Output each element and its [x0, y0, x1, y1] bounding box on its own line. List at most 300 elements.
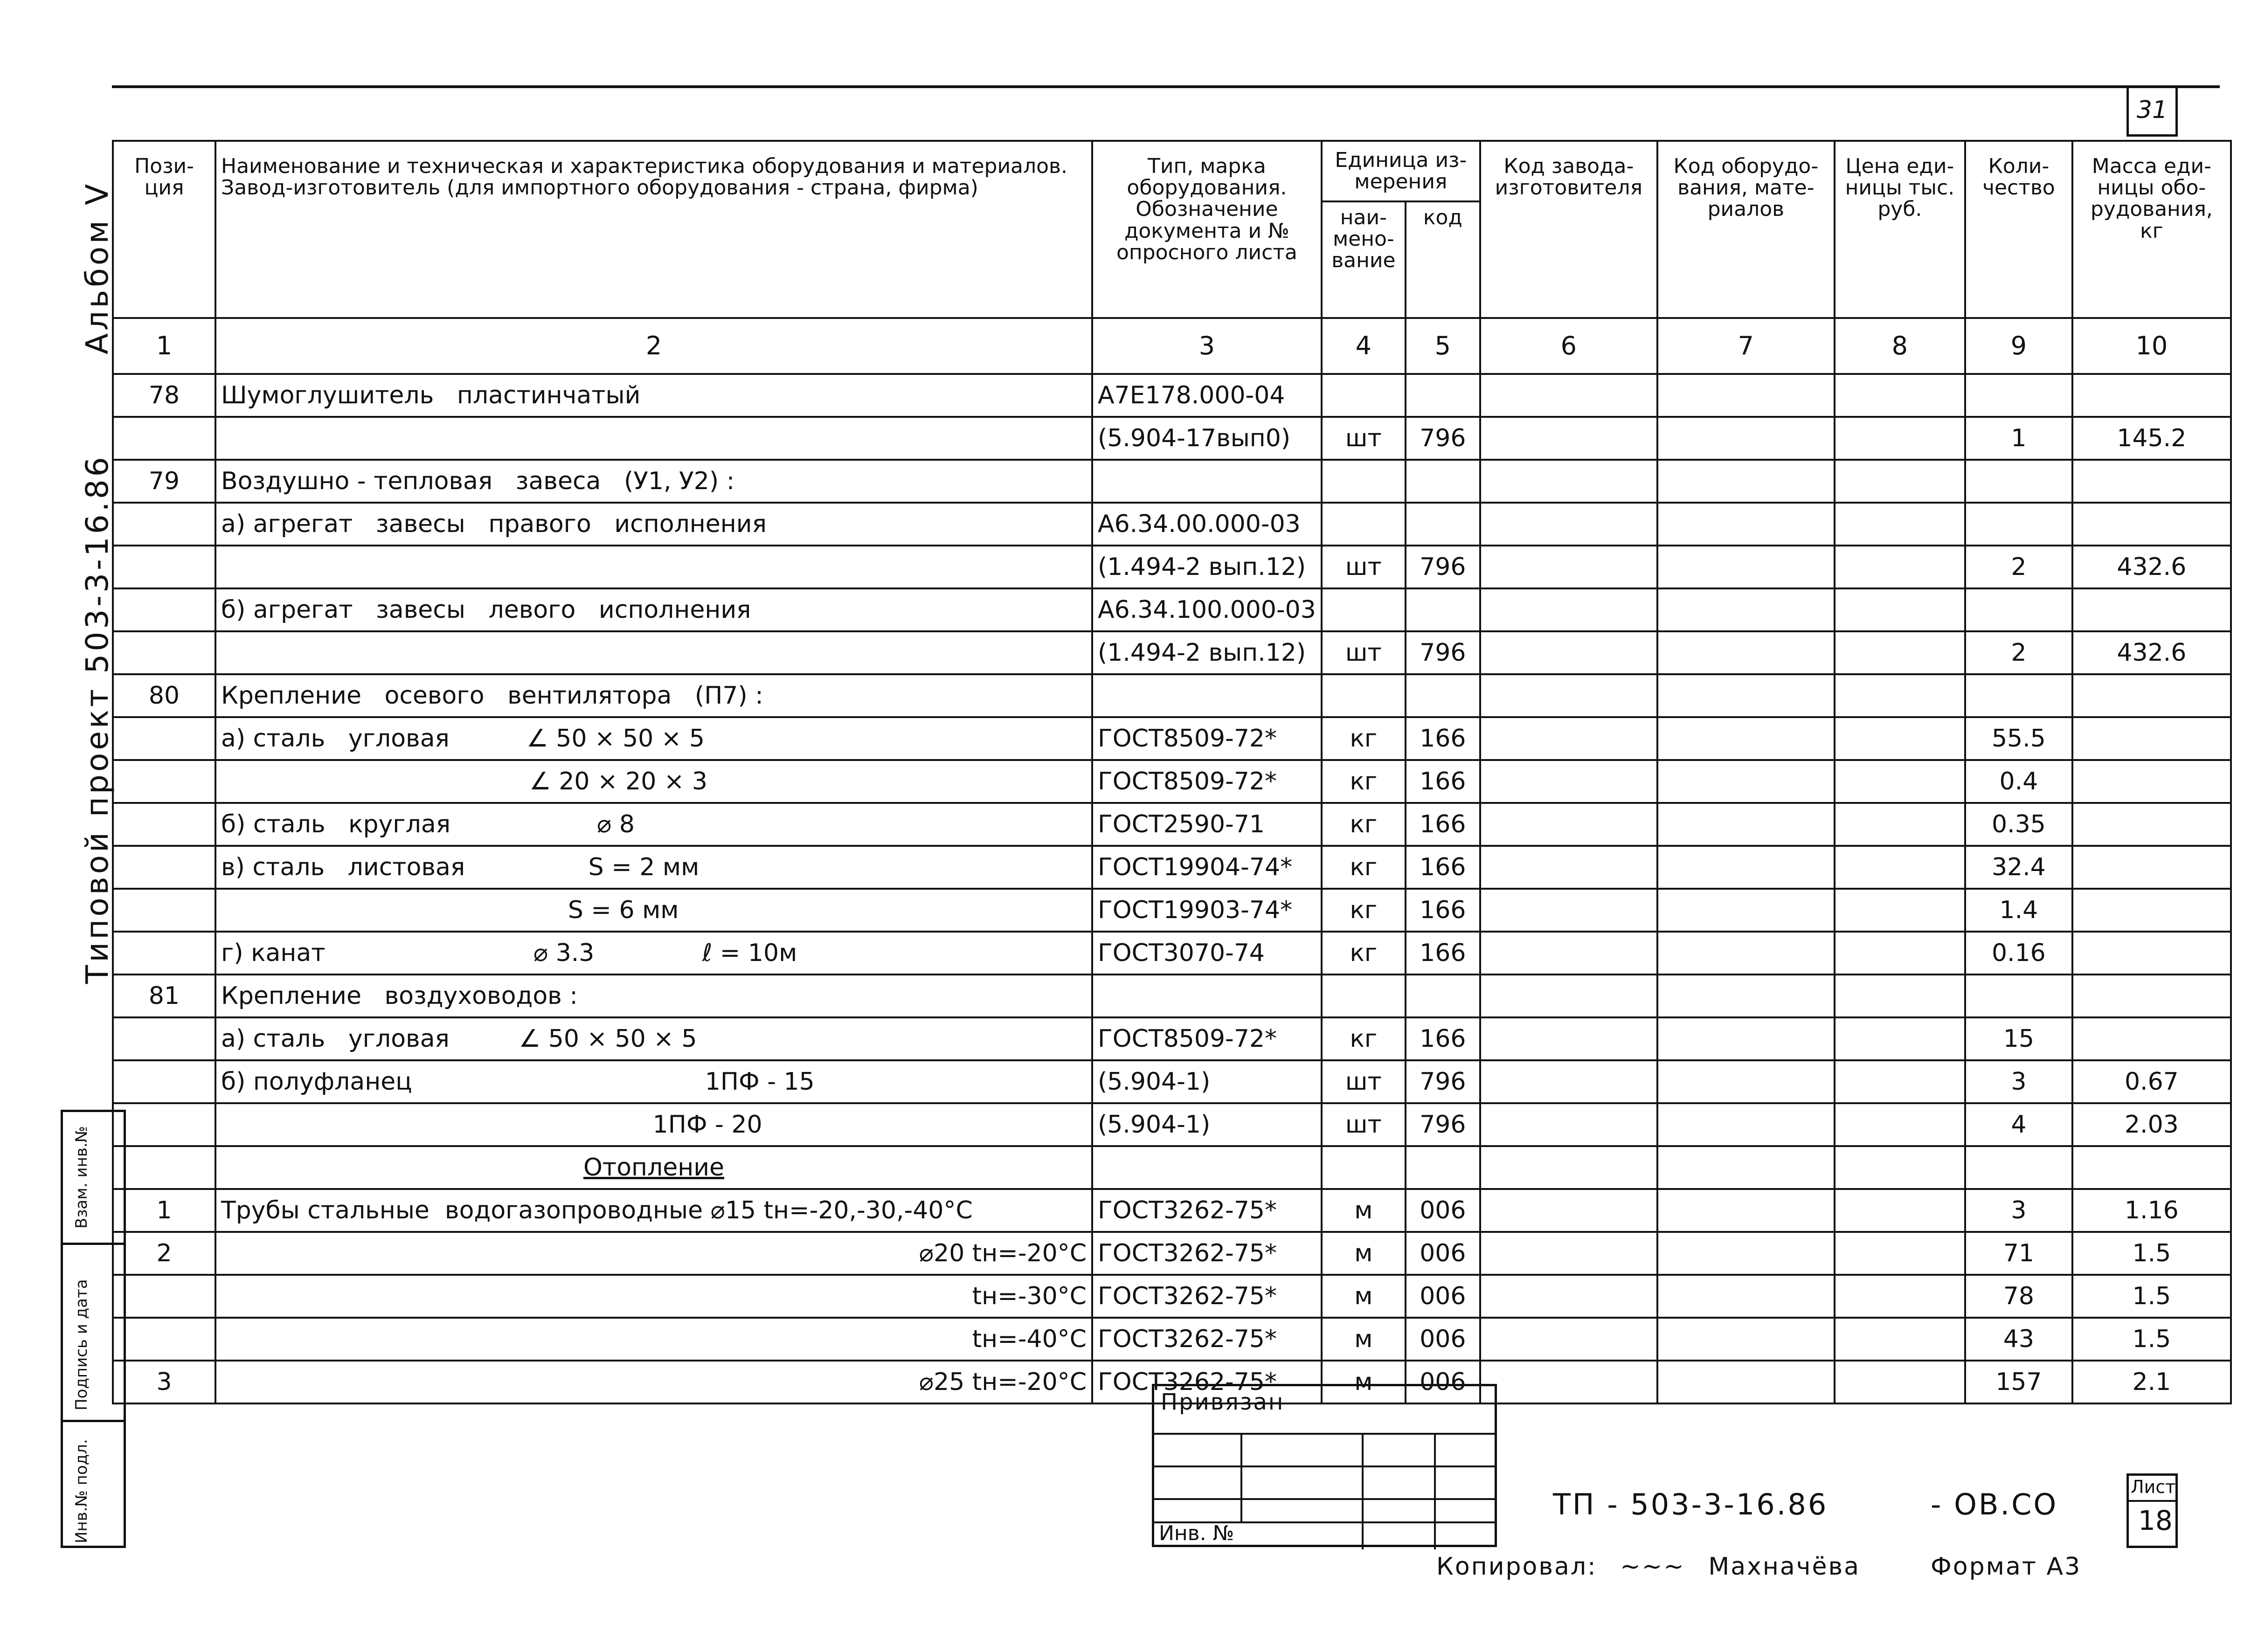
- header-plant-code: Код завода-изготовителя: [1480, 141, 1657, 318]
- row-plant-code: [1480, 1189, 1657, 1232]
- row-type: (5.904-1): [1092, 1103, 1322, 1146]
- row-unit: [1322, 975, 1406, 1017]
- header-name: Наименование и техническая и характеристика оборудования и материалов. Завод-изготовитель (для импортного оборудования - страна, фирма): [215, 141, 1092, 318]
- column-number: 6: [1480, 318, 1657, 374]
- table-row: [113, 588, 2231, 631]
- row-name: S = 6 мм: [215, 889, 1092, 932]
- row-unit: м: [1322, 1275, 1406, 1318]
- row-equip-code: [1657, 1232, 1835, 1275]
- row-quantity: 0.4: [1965, 760, 2072, 803]
- sheet-number: 18: [2138, 1505, 2173, 1536]
- row-type: (5.904-17вып0): [1092, 417, 1322, 460]
- row-equip-code: [1657, 803, 1835, 846]
- row-unit: кг: [1322, 932, 1406, 975]
- row-position: [113, 932, 215, 975]
- row-position: [113, 1060, 215, 1103]
- row-equip-code: [1657, 760, 1835, 803]
- row-mass: [2072, 846, 2231, 889]
- row-type: ГОСТ3262-75*: [1092, 1361, 1322, 1403]
- row-unit-code: [1406, 460, 1480, 503]
- row-unit-code: 796: [1406, 1103, 1480, 1146]
- row-name: tн=-40°С: [215, 1318, 1092, 1361]
- row-unit: [1322, 588, 1406, 631]
- row-quantity: 55.5: [1965, 717, 2072, 760]
- row-plant-code: [1480, 417, 1657, 460]
- row-equip-code: [1657, 503, 1835, 546]
- row-unit-code: 006: [1406, 1189, 1480, 1232]
- column-number: 4: [1322, 318, 1406, 374]
- row-position: [113, 1275, 215, 1318]
- row-plant-code: [1480, 374, 1657, 417]
- row-quantity: 71: [1965, 1232, 2072, 1275]
- row-mass: [2072, 975, 2231, 1017]
- row-unit-code: 006: [1406, 1361, 1480, 1403]
- row-quantity: [1965, 588, 2072, 631]
- row-unit: кг: [1322, 717, 1406, 760]
- row-price: [1835, 846, 1965, 889]
- row-mass: 1.5: [2072, 1232, 2231, 1275]
- row-mass: 1.5: [2072, 1318, 2231, 1361]
- row-unit-code: 166: [1406, 803, 1480, 846]
- row-equip-code: [1657, 717, 1835, 760]
- row-name: б) полуфланец 1ПФ - 15: [215, 1060, 1092, 1103]
- row-unit-code: 166: [1406, 889, 1480, 932]
- row-quantity: 43: [1965, 1318, 2072, 1361]
- header-unit-name: наи-мено-вание: [1322, 201, 1406, 318]
- stamp-replacement-inv: Взам. инв.№: [72, 1126, 91, 1229]
- row-price: [1835, 1146, 1965, 1189]
- row-unit: м: [1322, 1361, 1406, 1403]
- row-equip-code: [1657, 417, 1835, 460]
- table-row: [113, 631, 2231, 674]
- row-unit: шт: [1322, 631, 1406, 674]
- bound-label: Привязан: [1161, 1389, 1285, 1415]
- row-unit-code: 166: [1406, 1017, 1480, 1060]
- row-type: (1.494-2 вып.12): [1092, 631, 1322, 674]
- row-type: [1092, 674, 1322, 717]
- row-type: А6.34.100.000-03: [1092, 588, 1322, 631]
- row-type: (5.904-1): [1092, 1060, 1322, 1103]
- row-quantity: [1965, 503, 2072, 546]
- row-position: 79: [113, 460, 215, 503]
- table-row: [113, 460, 2231, 503]
- row-name: tн=-30°С: [215, 1275, 1092, 1318]
- row-type: (1.494-2 вып.12): [1092, 546, 1322, 588]
- row-unit-code: [1406, 503, 1480, 546]
- row-quantity: [1965, 674, 2072, 717]
- row-unit-code: [1406, 588, 1480, 631]
- row-unit-code: 166: [1406, 717, 1480, 760]
- column-number: 5: [1406, 318, 1480, 374]
- copied-by: [1436, 1553, 1860, 1581]
- row-name: [215, 546, 1092, 588]
- row-position: [113, 760, 215, 803]
- row-position: [113, 588, 215, 631]
- row-equip-code: [1657, 460, 1835, 503]
- row-plant-code: [1480, 1103, 1657, 1146]
- row-name: в) сталь листовая S = 2 мм: [215, 846, 1092, 889]
- row-name: ⌀20 tн=-20°С: [215, 1232, 1092, 1275]
- row-plant-code: [1480, 932, 1657, 975]
- row-name: б) агрегат завесы левого исполнения: [215, 588, 1092, 631]
- row-equip-code: [1657, 546, 1835, 588]
- row-position: [113, 889, 215, 932]
- row-name: б) сталь круглая ⌀ 8: [215, 803, 1092, 846]
- row-quantity: 78: [1965, 1275, 2072, 1318]
- row-type: А6.34.00.000-03: [1092, 503, 1322, 546]
- row-mass: [2072, 803, 2231, 846]
- row-unit-code: 796: [1406, 1060, 1480, 1103]
- row-mass: [2072, 503, 2231, 546]
- header-type: Тип, марка оборудования. Обозначение документа и № опросного листа: [1092, 141, 1322, 318]
- row-name: [215, 417, 1092, 460]
- row-mass: 145.2: [2072, 417, 2231, 460]
- row-plant-code: [1480, 717, 1657, 760]
- row-equip-code: [1657, 846, 1835, 889]
- row-quantity: [1965, 374, 2072, 417]
- row-price: [1835, 374, 1965, 417]
- inv-label: Инв. №: [1159, 1521, 1234, 1545]
- row-equip-code: [1657, 1189, 1835, 1232]
- row-quantity: 0.35: [1965, 803, 2072, 846]
- copier-signature-icon: ~~~: [1620, 1553, 1685, 1581]
- row-type: [1092, 1146, 1322, 1189]
- row-equip-code: [1657, 932, 1835, 975]
- row-unit-code: [1406, 374, 1480, 417]
- row-unit: кг: [1322, 889, 1406, 932]
- row-type: ГОСТ8509-72*: [1092, 1017, 1322, 1060]
- table-row: [113, 546, 2231, 588]
- row-equip-code: [1657, 588, 1835, 631]
- row-quantity: 15: [1965, 1017, 2072, 1060]
- row-plant-code: [1480, 889, 1657, 932]
- row-price: [1835, 674, 1965, 717]
- row-quantity: 4: [1965, 1103, 2072, 1146]
- column-number: 9: [1965, 318, 2072, 374]
- row-price: [1835, 975, 1965, 1017]
- table-row: [113, 717, 2231, 760]
- row-price: [1835, 1060, 1965, 1103]
- row-position: [113, 803, 215, 846]
- row-quantity: 0.16: [1965, 932, 2072, 975]
- row-mass: [2072, 588, 2231, 631]
- row-price: [1835, 1275, 1965, 1318]
- row-equip-code: [1657, 889, 1835, 932]
- row-price: [1835, 760, 1965, 803]
- row-unit: кг: [1322, 803, 1406, 846]
- row-position: [113, 417, 215, 460]
- row-price: [1835, 803, 1965, 846]
- row-unit-code: 166: [1406, 932, 1480, 975]
- table-row: [113, 1017, 2231, 1060]
- row-equip-code: [1657, 975, 1835, 1017]
- row-mass: 432.6: [2072, 546, 2231, 588]
- page-number: 31: [2126, 85, 2178, 137]
- stamp-signature-date: Подпись и дата: [72, 1279, 91, 1410]
- row-equip-code: [1657, 1103, 1835, 1146]
- row-quantity: 3: [1965, 1189, 2072, 1232]
- column-number: 3: [1092, 318, 1322, 374]
- row-type: ГОСТ3262-75*: [1092, 1275, 1322, 1318]
- table-row: [113, 803, 2231, 846]
- row-position: [113, 503, 215, 546]
- row-unit: шт: [1322, 546, 1406, 588]
- row-plant-code: [1480, 503, 1657, 546]
- row-name: 1ПФ - 20: [215, 1103, 1092, 1146]
- row-price: [1835, 460, 1965, 503]
- row-unit: м: [1322, 1189, 1406, 1232]
- row-plant-code: [1480, 803, 1657, 846]
- row-type: ГОСТ3262-75*: [1092, 1189, 1322, 1232]
- table-row: [113, 760, 2231, 803]
- row-position: 80: [113, 674, 215, 717]
- row-unit: [1322, 460, 1406, 503]
- table-row: [113, 1232, 2231, 1275]
- row-type: ГОСТ3262-75*: [1092, 1232, 1322, 1275]
- row-plant-code: [1480, 546, 1657, 588]
- row-quantity: [1965, 460, 2072, 503]
- row-unit: кг: [1322, 1017, 1406, 1060]
- row-position: [113, 717, 215, 760]
- row-name: Отопление: [215, 1146, 1092, 1189]
- document-code: ТП - 503-3-16.86: [1553, 1487, 1829, 1521]
- row-equip-code: [1657, 674, 1835, 717]
- row-position: [113, 846, 215, 889]
- row-unit: шт: [1322, 1103, 1406, 1146]
- table-row: [113, 374, 2231, 417]
- row-name: Крепление осевого вентилятора (П7) :: [215, 674, 1092, 717]
- row-plant-code: [1480, 760, 1657, 803]
- sheet-box: [2126, 1473, 2178, 1548]
- row-quantity: 32.4: [1965, 846, 2072, 889]
- row-price: [1835, 631, 1965, 674]
- row-mass: [2072, 374, 2231, 417]
- row-plant-code: [1480, 975, 1657, 1017]
- row-unit-code: 796: [1406, 631, 1480, 674]
- header-equip-code: Код оборудо-вания, мате-риалов: [1657, 141, 1835, 318]
- row-unit-code: [1406, 975, 1480, 1017]
- row-plant-code: [1480, 1318, 1657, 1361]
- row-price: [1835, 417, 1965, 460]
- row-mass: [2072, 760, 2231, 803]
- specification-body: [113, 374, 2231, 1403]
- header-quantity: Коли-чество: [1965, 141, 2072, 318]
- row-unit-code: 006: [1406, 1232, 1480, 1275]
- row-name: Воздушно - тепловая завеса (У1, У2) :: [215, 460, 1092, 503]
- row-name: Шумоглушитель пластинчатый: [215, 374, 1092, 417]
- row-price: [1835, 1232, 1965, 1275]
- table-row: [113, 889, 2231, 932]
- row-plant-code: [1480, 1361, 1657, 1403]
- row-price: [1835, 932, 1965, 975]
- row-quantity: 2: [1965, 631, 2072, 674]
- row-quantity: [1965, 975, 2072, 1017]
- stamp-original-inv: Инв.№ подл.: [72, 1439, 91, 1543]
- row-equip-code: [1657, 1060, 1835, 1103]
- copied-by-label: Копировал:: [1436, 1553, 1597, 1581]
- row-mass: [2072, 460, 2231, 503]
- row-plant-code: [1480, 1017, 1657, 1060]
- column-number: 7: [1657, 318, 1835, 374]
- row-position: [113, 546, 215, 588]
- row-unit: кг: [1322, 760, 1406, 803]
- row-position: 78: [113, 374, 215, 417]
- row-type: ГОСТ2590-71: [1092, 803, 1322, 846]
- row-plant-code: [1480, 1275, 1657, 1318]
- row-mass: 2.1: [2072, 1361, 2231, 1403]
- row-plant-code: [1480, 588, 1657, 631]
- table-row: [113, 932, 2231, 975]
- row-price: [1835, 717, 1965, 760]
- row-name: а) сталь угловая ∠ 50 × 50 × 5: [215, 1017, 1092, 1060]
- row-mass: [2072, 674, 2231, 717]
- row-quantity: 3: [1965, 1060, 2072, 1103]
- header-position: Пози-ция: [113, 141, 215, 318]
- row-type: ГОСТ8509-72*: [1092, 760, 1322, 803]
- row-mass: [2072, 889, 2231, 932]
- row-unit-code: [1406, 674, 1480, 717]
- row-position: 1: [113, 1189, 215, 1232]
- spine-album-label: Альбом V: [79, 181, 115, 354]
- row-unit: кг: [1322, 846, 1406, 889]
- table-row: [113, 1275, 2231, 1318]
- row-unit: [1322, 1146, 1406, 1189]
- row-price: [1835, 1361, 1965, 1403]
- row-position: [113, 631, 215, 674]
- row-unit-code: [1406, 1146, 1480, 1189]
- row-quantity: [1965, 1146, 2072, 1189]
- row-plant-code: [1480, 1060, 1657, 1103]
- header-unit-group: Единица из-мерения: [1322, 141, 1480, 201]
- row-type: ГОСТ3070-74: [1092, 932, 1322, 975]
- row-type: ГОСТ8509-72*: [1092, 717, 1322, 760]
- table-row: [113, 674, 2231, 717]
- table-row: [113, 503, 2231, 546]
- binding-stamp-box: [1152, 1384, 1497, 1547]
- header-unit-code: код: [1406, 201, 1480, 318]
- row-name: г) канат ⌀ 3.3 ℓ = 10м: [215, 932, 1092, 975]
- header-price: Цена еди-ницы тыс. руб.: [1835, 141, 1965, 318]
- row-price: [1835, 588, 1965, 631]
- row-quantity: 2: [1965, 546, 2072, 588]
- row-unit-code: 006: [1406, 1275, 1480, 1318]
- column-number: 8: [1835, 318, 1965, 374]
- row-equip-code: [1657, 1318, 1835, 1361]
- header-mass: Масса еди-ницы обо-рудования, кг: [2072, 141, 2231, 318]
- top-border-line: [112, 85, 2220, 88]
- row-type: ГОСТ19903-74*: [1092, 889, 1322, 932]
- row-price: [1835, 546, 1965, 588]
- row-unit: м: [1322, 1232, 1406, 1275]
- table-row: [113, 975, 2231, 1017]
- row-position: 3: [113, 1361, 215, 1403]
- row-unit: шт: [1322, 417, 1406, 460]
- row-position: [113, 1017, 215, 1060]
- table-row: [113, 1318, 2231, 1361]
- row-unit: [1322, 674, 1406, 717]
- row-position: 2: [113, 1232, 215, 1275]
- sheet-label: Лист: [2131, 1477, 2176, 1497]
- row-mass: 1.5: [2072, 1275, 2231, 1318]
- row-mass: [2072, 1146, 2231, 1189]
- row-unit-code: 006: [1406, 1318, 1480, 1361]
- row-plant-code: [1480, 1146, 1657, 1189]
- row-quantity: 157: [1965, 1361, 2072, 1403]
- table-row: [113, 1060, 2231, 1103]
- row-equip-code: [1657, 1146, 1835, 1189]
- row-unit-code: 796: [1406, 546, 1480, 588]
- row-mass: 2.03: [2072, 1103, 2231, 1146]
- row-mass: [2072, 1017, 2231, 1060]
- document-code-suffix: - ОВ.СО: [1931, 1487, 2058, 1521]
- row-unit-code: 166: [1406, 846, 1480, 889]
- row-quantity: 1: [1965, 417, 2072, 460]
- row-type: [1092, 460, 1322, 503]
- row-unit-code: 166: [1406, 760, 1480, 803]
- row-name: Крепление воздуховодов :: [215, 975, 1092, 1017]
- row-equip-code: [1657, 1017, 1835, 1060]
- row-unit-code: 796: [1406, 417, 1480, 460]
- row-plant-code: [1480, 631, 1657, 674]
- row-position: [113, 1146, 215, 1189]
- row-plant-code: [1480, 1232, 1657, 1275]
- row-unit: [1322, 374, 1406, 417]
- copier-name: Махначёва: [1708, 1553, 1860, 1581]
- row-plant-code: [1480, 674, 1657, 717]
- paper-format: Формат А3: [1931, 1553, 2082, 1581]
- row-mass: [2072, 932, 2231, 975]
- table-row: [113, 846, 2231, 889]
- row-mass: [2072, 717, 2231, 760]
- column-number: 10: [2072, 318, 2231, 374]
- row-mass: 0.67: [2072, 1060, 2231, 1103]
- row-type: [1092, 975, 1322, 1017]
- row-mass: 1.16: [2072, 1189, 2231, 1232]
- row-mass: 432.6: [2072, 631, 2231, 674]
- row-name: [215, 631, 1092, 674]
- row-price: [1835, 503, 1965, 546]
- row-price: [1835, 889, 1965, 932]
- table-row: [113, 1103, 2231, 1146]
- row-position: [113, 1318, 215, 1361]
- row-price: [1835, 1318, 1965, 1361]
- row-name: ⌀25 tн=-20°С: [215, 1361, 1092, 1403]
- row-unit: [1322, 503, 1406, 546]
- row-plant-code: [1480, 846, 1657, 889]
- row-quantity: 1.4: [1965, 889, 2072, 932]
- table-row: [113, 1146, 2231, 1189]
- row-unit: шт: [1322, 1060, 1406, 1103]
- row-type: ГОСТ3262-75*: [1092, 1318, 1322, 1361]
- row-equip-code: [1657, 1361, 1835, 1403]
- row-type: ГОСТ19904-74*: [1092, 846, 1322, 889]
- table-row: [113, 417, 2231, 460]
- spine-project-label: Типовой проект 503-3-16.86: [79, 454, 115, 984]
- row-position: [113, 1103, 215, 1146]
- column-number: 1: [113, 318, 215, 374]
- row-type: А7Е178.000-04: [1092, 374, 1322, 417]
- table-row: [113, 1189, 2231, 1232]
- column-number: 2: [215, 318, 1092, 374]
- row-name: а) агрегат завесы правого исполнения: [215, 503, 1092, 546]
- row-plant-code: [1480, 460, 1657, 503]
- row-equip-code: [1657, 1275, 1835, 1318]
- row-position: 81: [113, 975, 215, 1017]
- row-equip-code: [1657, 374, 1835, 417]
- row-price: [1835, 1189, 1965, 1232]
- row-price: [1835, 1017, 1965, 1060]
- row-unit: м: [1322, 1318, 1406, 1361]
